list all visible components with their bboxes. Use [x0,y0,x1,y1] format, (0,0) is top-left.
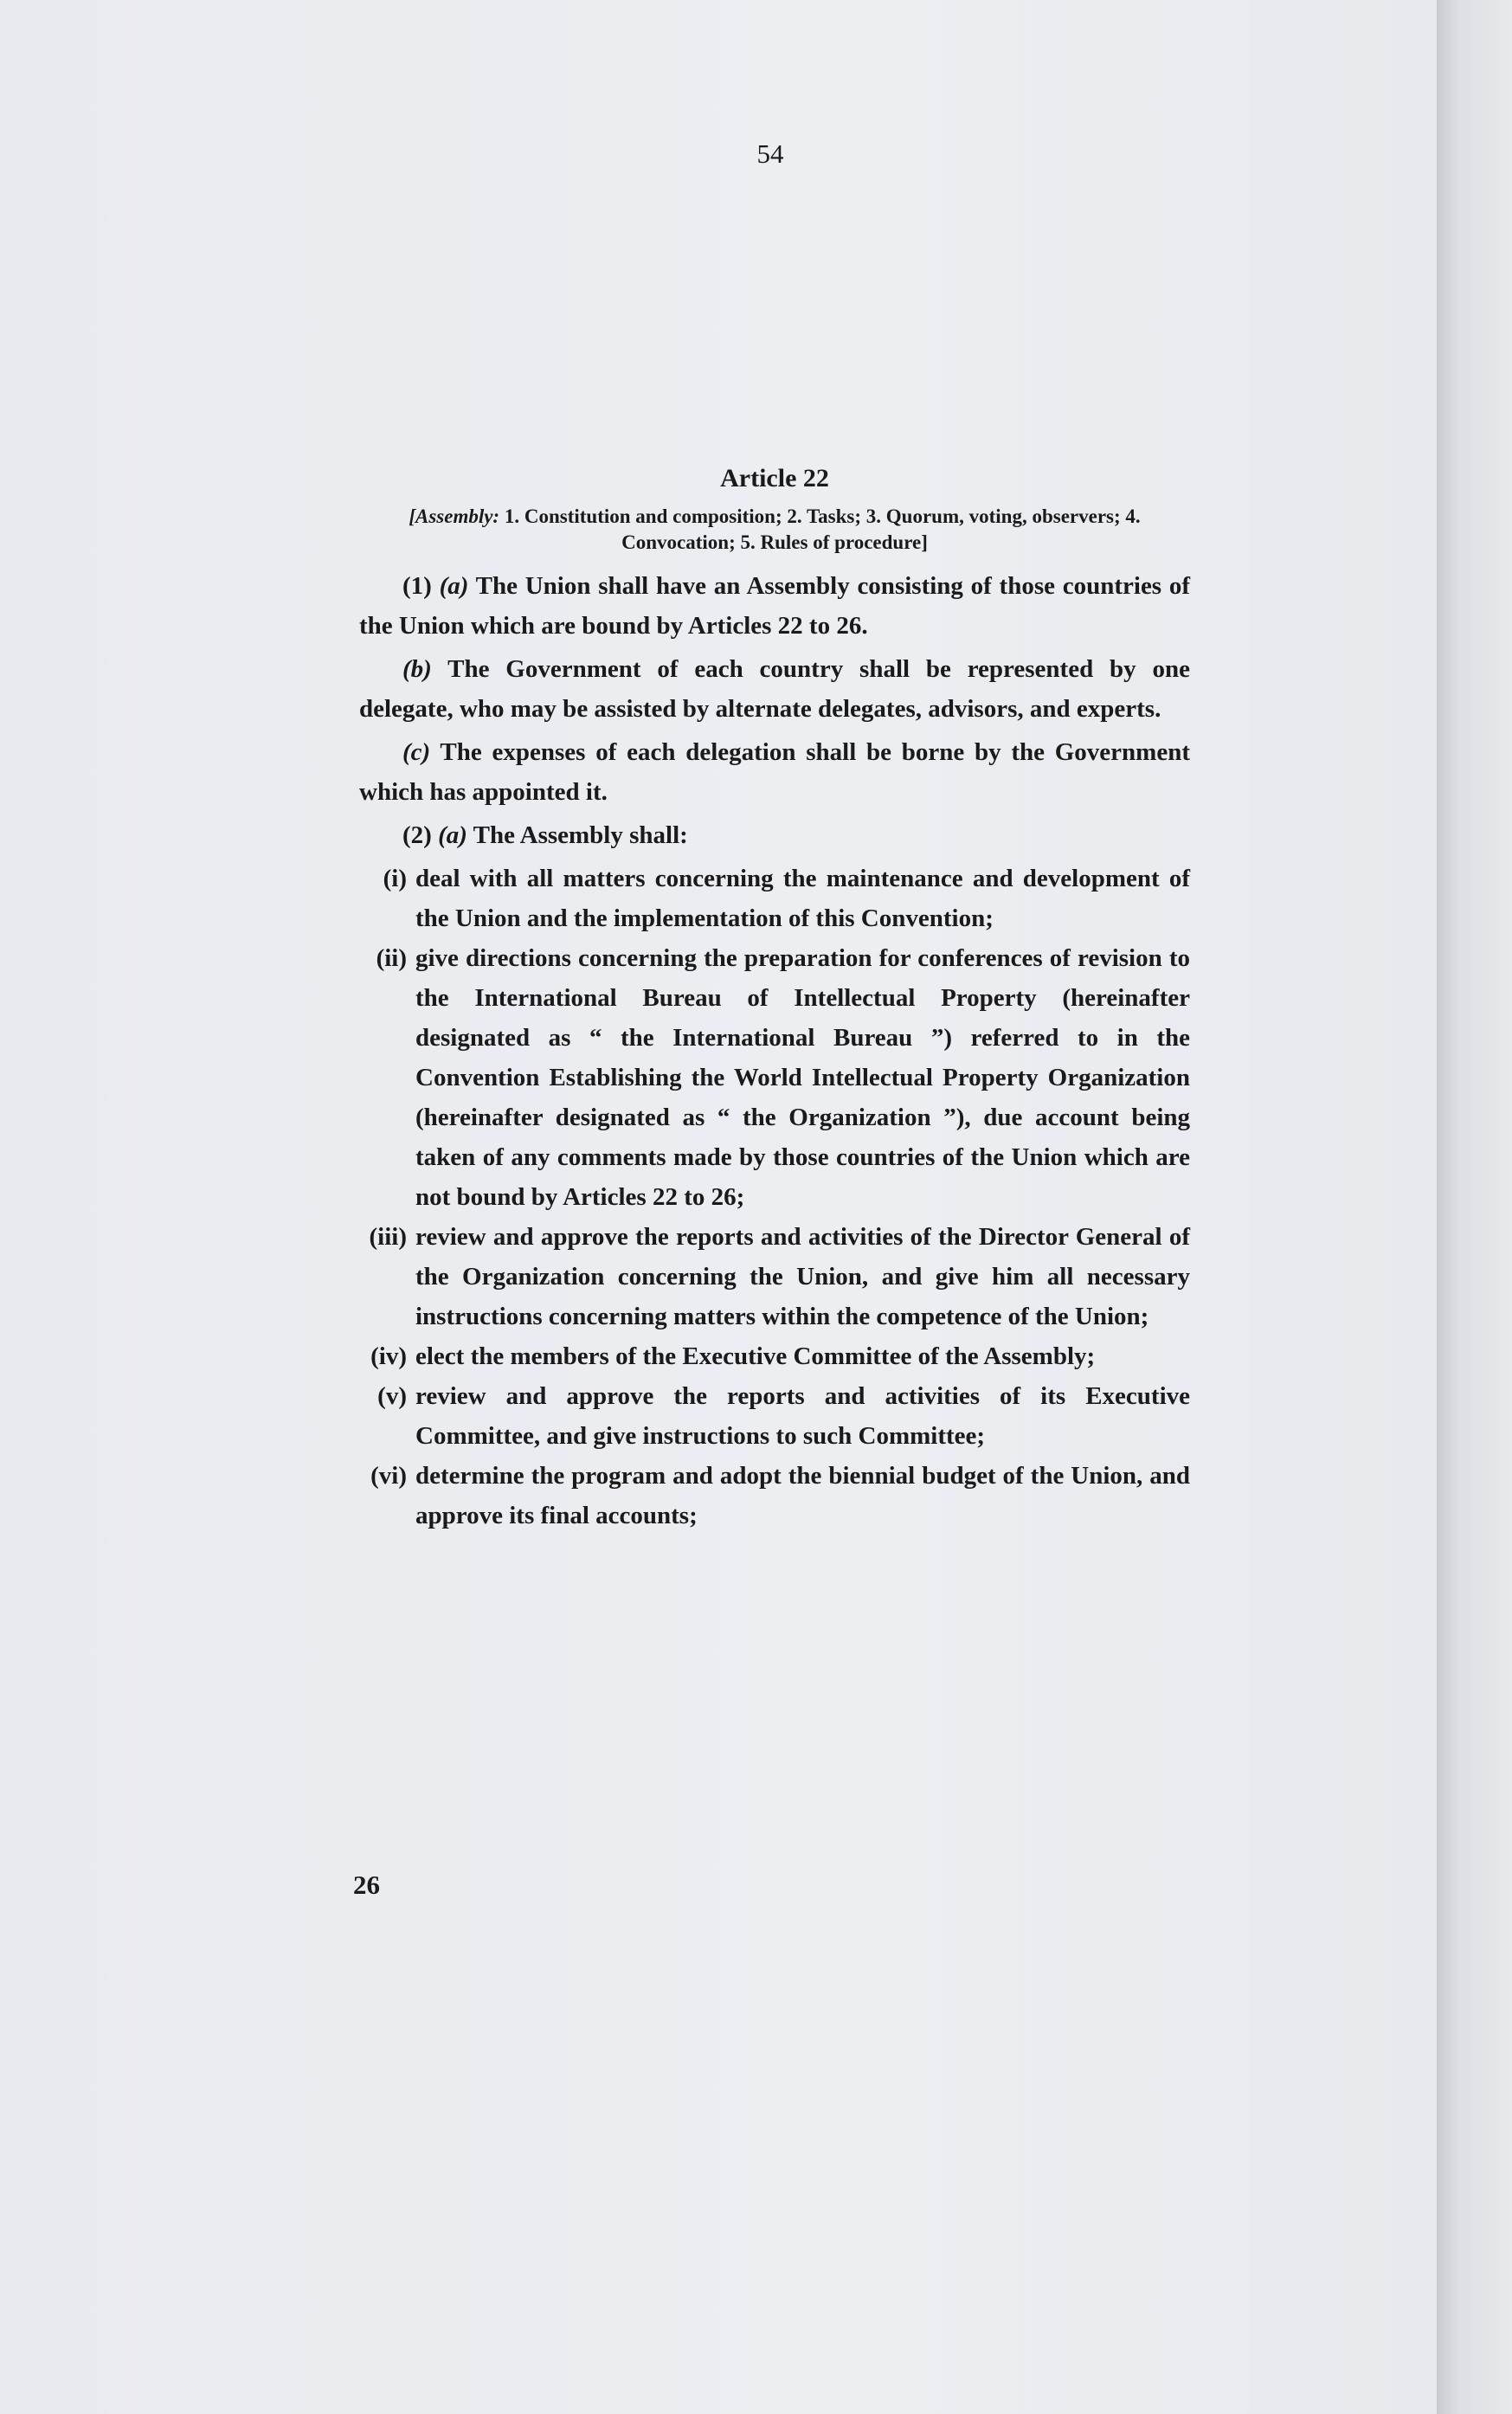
article-content [359,459,1190,1535]
paragraph-1b [359,649,1190,729]
item-number: (iv) [370,1342,407,1370]
page-number-top: 54 [756,138,784,169]
paragraph-text: The Government of each country shall be represented by one delegate, who may be assisted by alternate delegates, advisors, and experts. [359,655,1190,723]
list-item [342,938,1190,1217]
article-summary [394,504,1155,556]
item-text: elect the members of the Executive Committee of the Assembly; [415,1342,1096,1370]
list-item [342,1217,1190,1336]
paragraph-2a [359,815,1190,855]
item-text: review and approve the reports and activities of its Executive Committee, and give instructions to such Committee; [415,1382,1190,1450]
subparagraph-mark: (a) [438,821,467,849]
summary-lead: [Assembly: [409,505,500,527]
item-list [359,859,1190,1535]
paragraph-1c [359,732,1190,812]
item-number: (ii) [376,944,407,972]
paragraph-number: (2) [402,821,432,849]
subparagraph-mark: (a) [439,572,469,600]
subparagraph-mark: (b) [402,655,432,683]
list-item [342,1336,1190,1376]
list-item [342,1376,1190,1456]
item-text: give directions concerning the preparation for conferences of revision to the International Bureau of Intellectual Property (hereinafter designated as “ the International Bureau ”) referred to in the Convention Establishing the World Intellectual Property Organization (hereinafter designated as “ the Organization ”), due account being taken of any comments made by those countries of the Union which are not bound by Articles 22 to 26; [415,944,1190,1211]
item-text: determine the program and adopt the biennial budget of the Union, and approve its final accounts; [415,1462,1190,1529]
paragraph-number: (1) [402,572,432,600]
summary-text: 1. Constitution and composition; 2. Tasks; 3. Quorum, voting, observers; 4. Convocation; 5. Rules of procedure] [499,505,1141,553]
paragraph-text: The Assembly shall: [473,821,688,849]
page-number-bottom: 26 [353,1870,380,1900]
subparagraph-mark: (c) [402,738,431,766]
list-item [342,859,1190,938]
paragraph-1a [359,566,1190,646]
item-number: (vi) [370,1462,407,1490]
item-text: review and approve the reports and activities of the Director General of the Organization concerning the Union, and give him all necessary instructions concerning matters within the competence of the Union; [415,1223,1190,1330]
item-number: (i) [383,865,407,892]
article-title: Article 22 [720,464,829,492]
page-edge-shadow [1437,0,1512,2414]
paragraph-text: The Union shall have an Assembly consisting of those countries of the Union which are bound by Articles 22 to 26. [359,572,1190,640]
item-text: deal with all matters concerning the maintenance and development of the Union and the implementation of this Convention; [415,865,1190,932]
paragraph-text: The expenses of each delegation shall be borne by the Government which has appointed it. [359,738,1190,806]
list-item [342,1456,1190,1535]
item-number: (iii) [369,1223,407,1251]
item-number: (v) [377,1382,407,1410]
